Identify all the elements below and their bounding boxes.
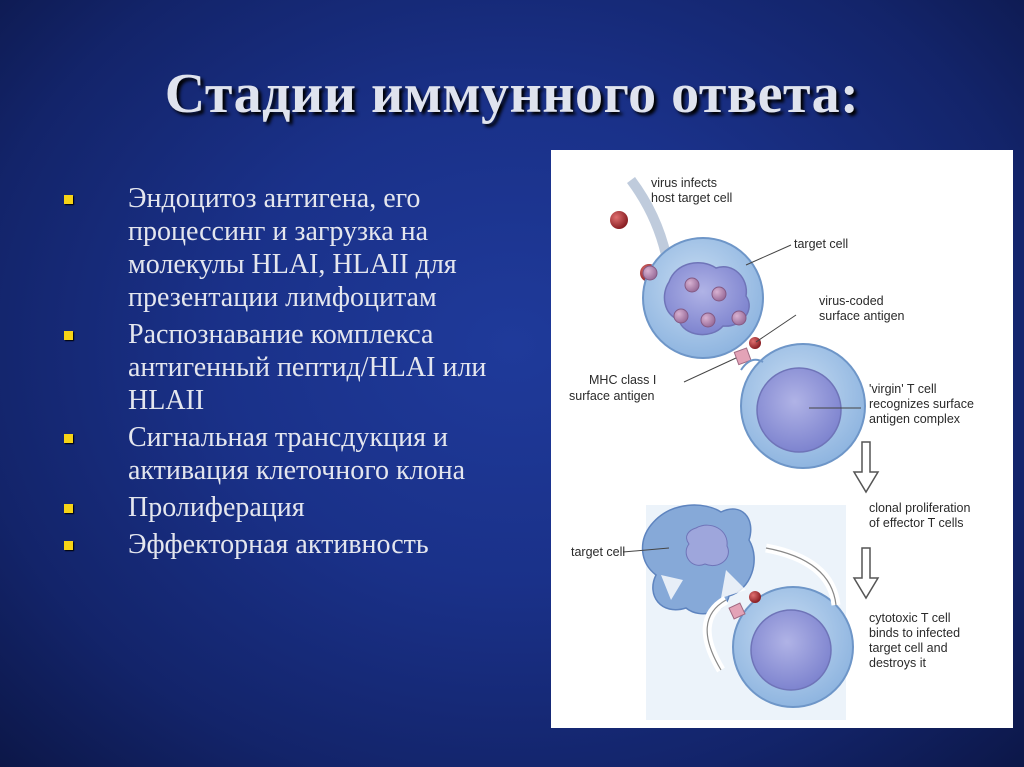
down-arrow-icon [854, 442, 878, 492]
bullet-text: Пролиферация [128, 492, 305, 523]
bullet-text: Эффекторная активность [128, 529, 429, 560]
figure-label: binds to infected [869, 626, 961, 640]
figure-label: destroys it [869, 656, 926, 670]
figure-label: virus infects [651, 176, 717, 190]
leader-line [684, 358, 736, 382]
bullet-text: Распознавание комплекса антигенный пептид/HLAI или HLAII [128, 319, 487, 416]
square-bullet-icon [64, 331, 73, 340]
figure-label: recognizes surface [869, 397, 974, 411]
bullet-item [58, 528, 518, 561]
figure-label: MHC class I [589, 373, 657, 387]
bullet-text: Эндоцитоз антигена, его процессинг и загрузка на молекулы HLAI, HLAII для презентации лимфоцитам [128, 183, 457, 313]
square-bullet-icon [64, 195, 73, 204]
slide-title: Стадии иммунного ответа: [164, 63, 860, 125]
figure-illustration [551, 150, 1013, 728]
bullet-item [58, 421, 518, 487]
bullet-text: Сигнальная трансдукция и активация клеточного клона [128, 422, 465, 486]
bullet-item [58, 318, 518, 417]
figure-label: host target cell [651, 191, 733, 205]
figure-label: cytotoxic T cell [869, 611, 951, 625]
leader-line [746, 245, 791, 265]
bullet-list [58, 182, 518, 565]
square-bullet-icon [64, 541, 73, 550]
square-bullet-icon [64, 434, 73, 443]
figure-label: target cell [794, 237, 849, 251]
immune-response-figure [551, 150, 1013, 728]
figure-label: virus-coded [819, 294, 884, 308]
figure-label: surface antigen [819, 309, 905, 323]
figure-label: target cell [571, 545, 626, 559]
leader-line [756, 315, 796, 342]
figure-label: 'virgin' T cell [869, 382, 937, 396]
figure-label: target cell and [869, 641, 948, 655]
virus-particle [610, 211, 628, 229]
figure-label: antigen complex [869, 412, 961, 426]
figure-label: surface antigen [569, 389, 655, 403]
figure-label: clonal proliferation [869, 501, 971, 515]
square-bullet-icon [64, 504, 73, 513]
figure-label: of effector T cells [869, 516, 964, 530]
bullet-item [58, 182, 518, 314]
bullet-item [58, 491, 518, 524]
down-arrow-icon [854, 548, 878, 598]
